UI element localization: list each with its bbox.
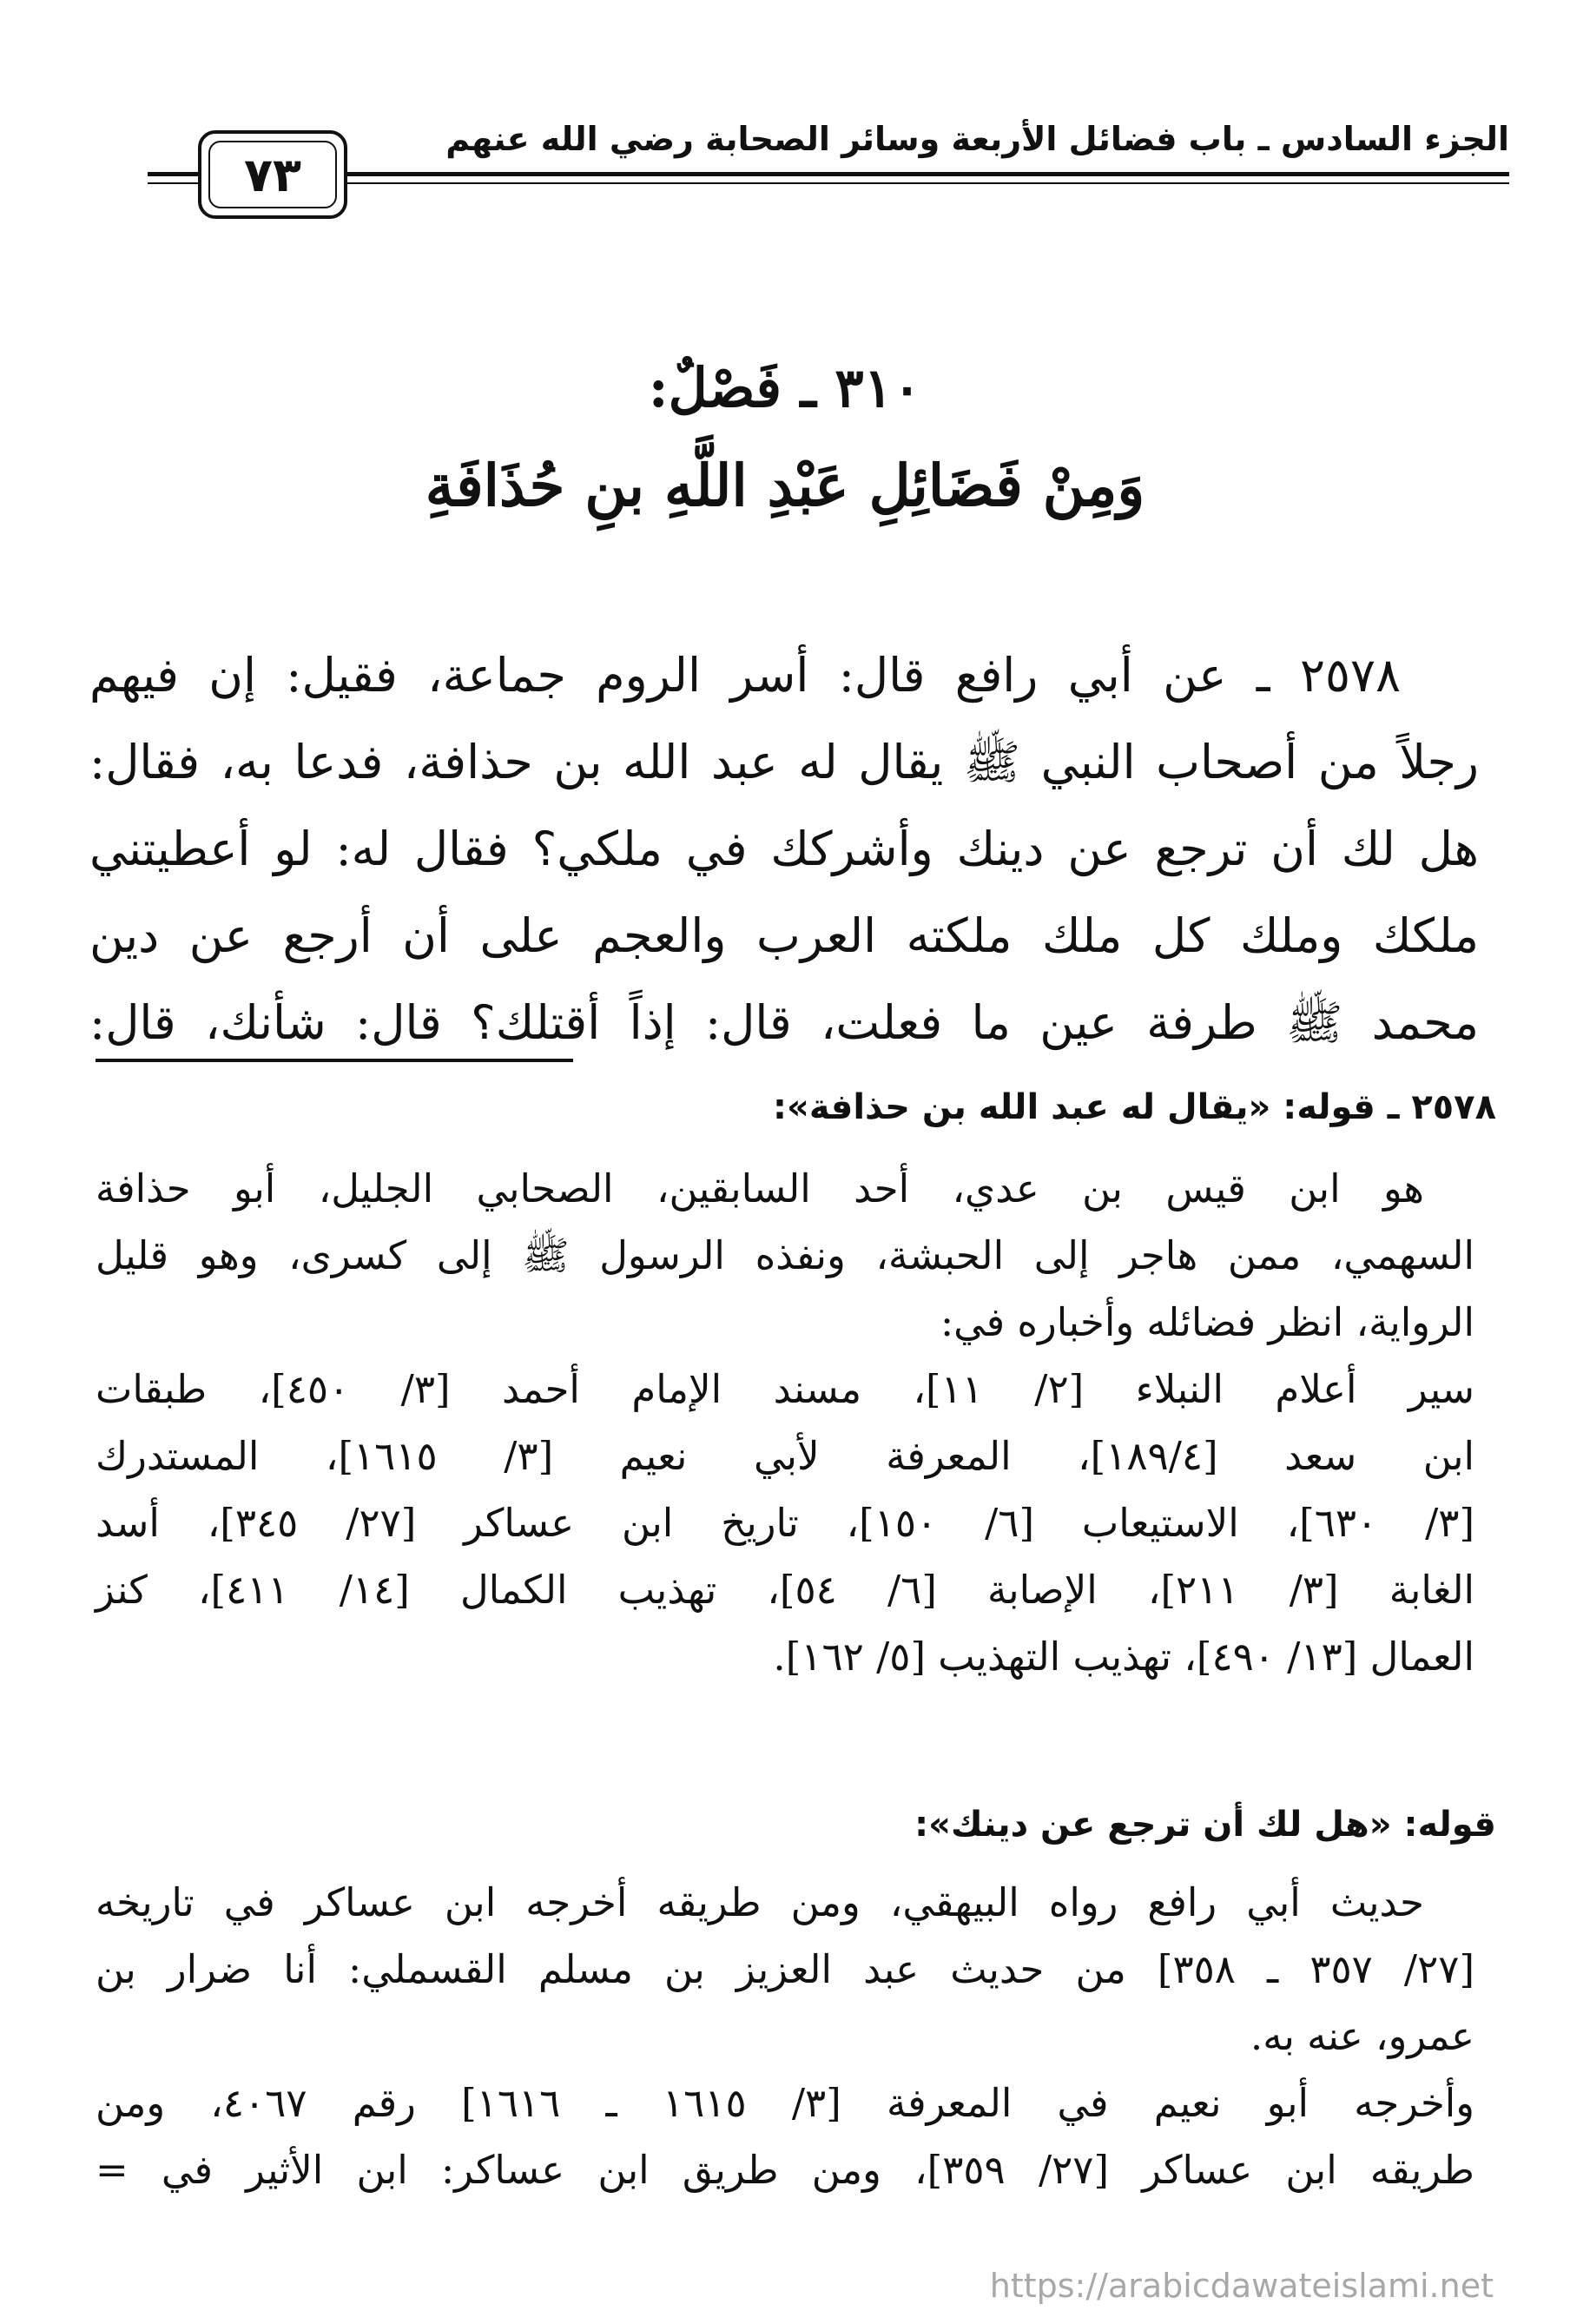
footnote-line: هو ابن قيس بن عدي، أحد السابقين، الصحابي الجليل، أبو حذافة [96, 1165, 1424, 1212]
footnote-heading: ٢٥٧٨ ـ قوله: «يقال له عبد الله بن حذافة»: [773, 1087, 1496, 1127]
footnote-separator [96, 1059, 573, 1062]
footnote-line: الرواية، انظر فضائله وأخباره في: [940, 1299, 1474, 1345]
main-text [89, 632, 1479, 1066]
main-text-line: هل لك أن ترجع عن دينك وأشركك في ملكي؟ فقال له: لو أعطيتني [89, 822, 1479, 876]
footnote-line: العمال [١٣/ ٤٩٠]، تهذيب التهذيب [٥/ ١٦٢]. [773, 1634, 1474, 1680]
header-rule [148, 172, 1509, 191]
footnote-line: طريقه ابن عساكر [٢٧/ ٣٥٩]، ومن طريق ابن عساكر: ابن الأثير في = [96, 2147, 1474, 2193]
footnote-line: ابن سعد [١٨٩/٤]، المعرفة لأبي نعيم [٣/ ١٦١٥]، المستدرك [96, 1433, 1475, 1479]
main-text-line: ملكك وملك كل ملك ملكته العرب والعجم على أن أرجع عن دين [89, 908, 1479, 963]
footnote-body [96, 1155, 1475, 1690]
footnote-line: حديث أبي رافع رواه البيهقي، ومن طريقه أخرجه ابن عساكر في تاريخه [96, 1879, 1424, 1925]
main-text-line: ٢٥٧٨ ـ عن أبي رافع قال: أسر الروم جماعة، فقيل: إن فيهم [89, 648, 1401, 703]
page-number-box [198, 130, 347, 219]
footnote-line: وأخرجه أبو نعيم في المعرفة [٣/ ١٦١٥ ـ ١٦١٦] رقم ٤٠٦٧، ومن [96, 2080, 1475, 2126]
footnote-line: [٣/ ٦٣٠]، الاستيعاب [٦/ ١٥٠]، تاريخ ابن عساكر [٢٧/ ٣٤٥]، أسد [96, 1500, 1475, 1546]
footnote-line: [٢٧/ ٣٥٧ ـ ٣٥٨] من حديث عبد العزيز بن مسلم القسملي: أنا ضرار بن [96, 1946, 1474, 1992]
watermark-text: https://arabicdawateislami.net [989, 2267, 1494, 2305]
page-number: ٧٣ [208, 141, 337, 208]
footnote-heading: قوله: «هل لك أن ترجع عن دينك»: [914, 1805, 1496, 1845]
footnote-line: السهمي، ممن هاجر إلى الحبشة، ونفذه الرسول ﷺ إلى كسرى، وهو قليل [96, 1232, 1474, 1278]
watermark [0, 2267, 1494, 2305]
main-text-line: رجلاً من أصحاب النبي ﷺ يقال له عبد الله بن حذافة، فدعا به، فقال: [89, 735, 1479, 789]
chapter-subtitle: وَمِنْ فَضَائِلِ عَبْدِ اللَّهِ بنِ حُذَافَةِ [425, 452, 1145, 519]
footnote-line: الغابة [٣/ ٢١١]، الإصابة [٦/ ٥٤]، تهذيب الكمال [١٤/ ٤١١]، كنز [96, 1567, 1475, 1613]
running-title: الجزء السادس ـ باب فضائل الأربعة وسائر الصحابة رضي الله عنهم [445, 120, 1509, 158]
footnote-line: سير أعلام النبلاء [٢/ ١١]، مسند الإمام أحمد [٣/ ٤٥٠]، طبقات [96, 1366, 1474, 1412]
main-text-line: محمد ﷺ طرفة عين ما فعلت، قال: إذاً أقتلك؟ قال: شأنك، قال: [89, 995, 1479, 1050]
footnote-body [96, 1869, 1475, 2203]
chapter-heading: ٣١٠ ـ فَصْلٌ: [648, 356, 922, 419]
footnote-line: عمرو، عنه به. [1250, 2013, 1474, 2059]
